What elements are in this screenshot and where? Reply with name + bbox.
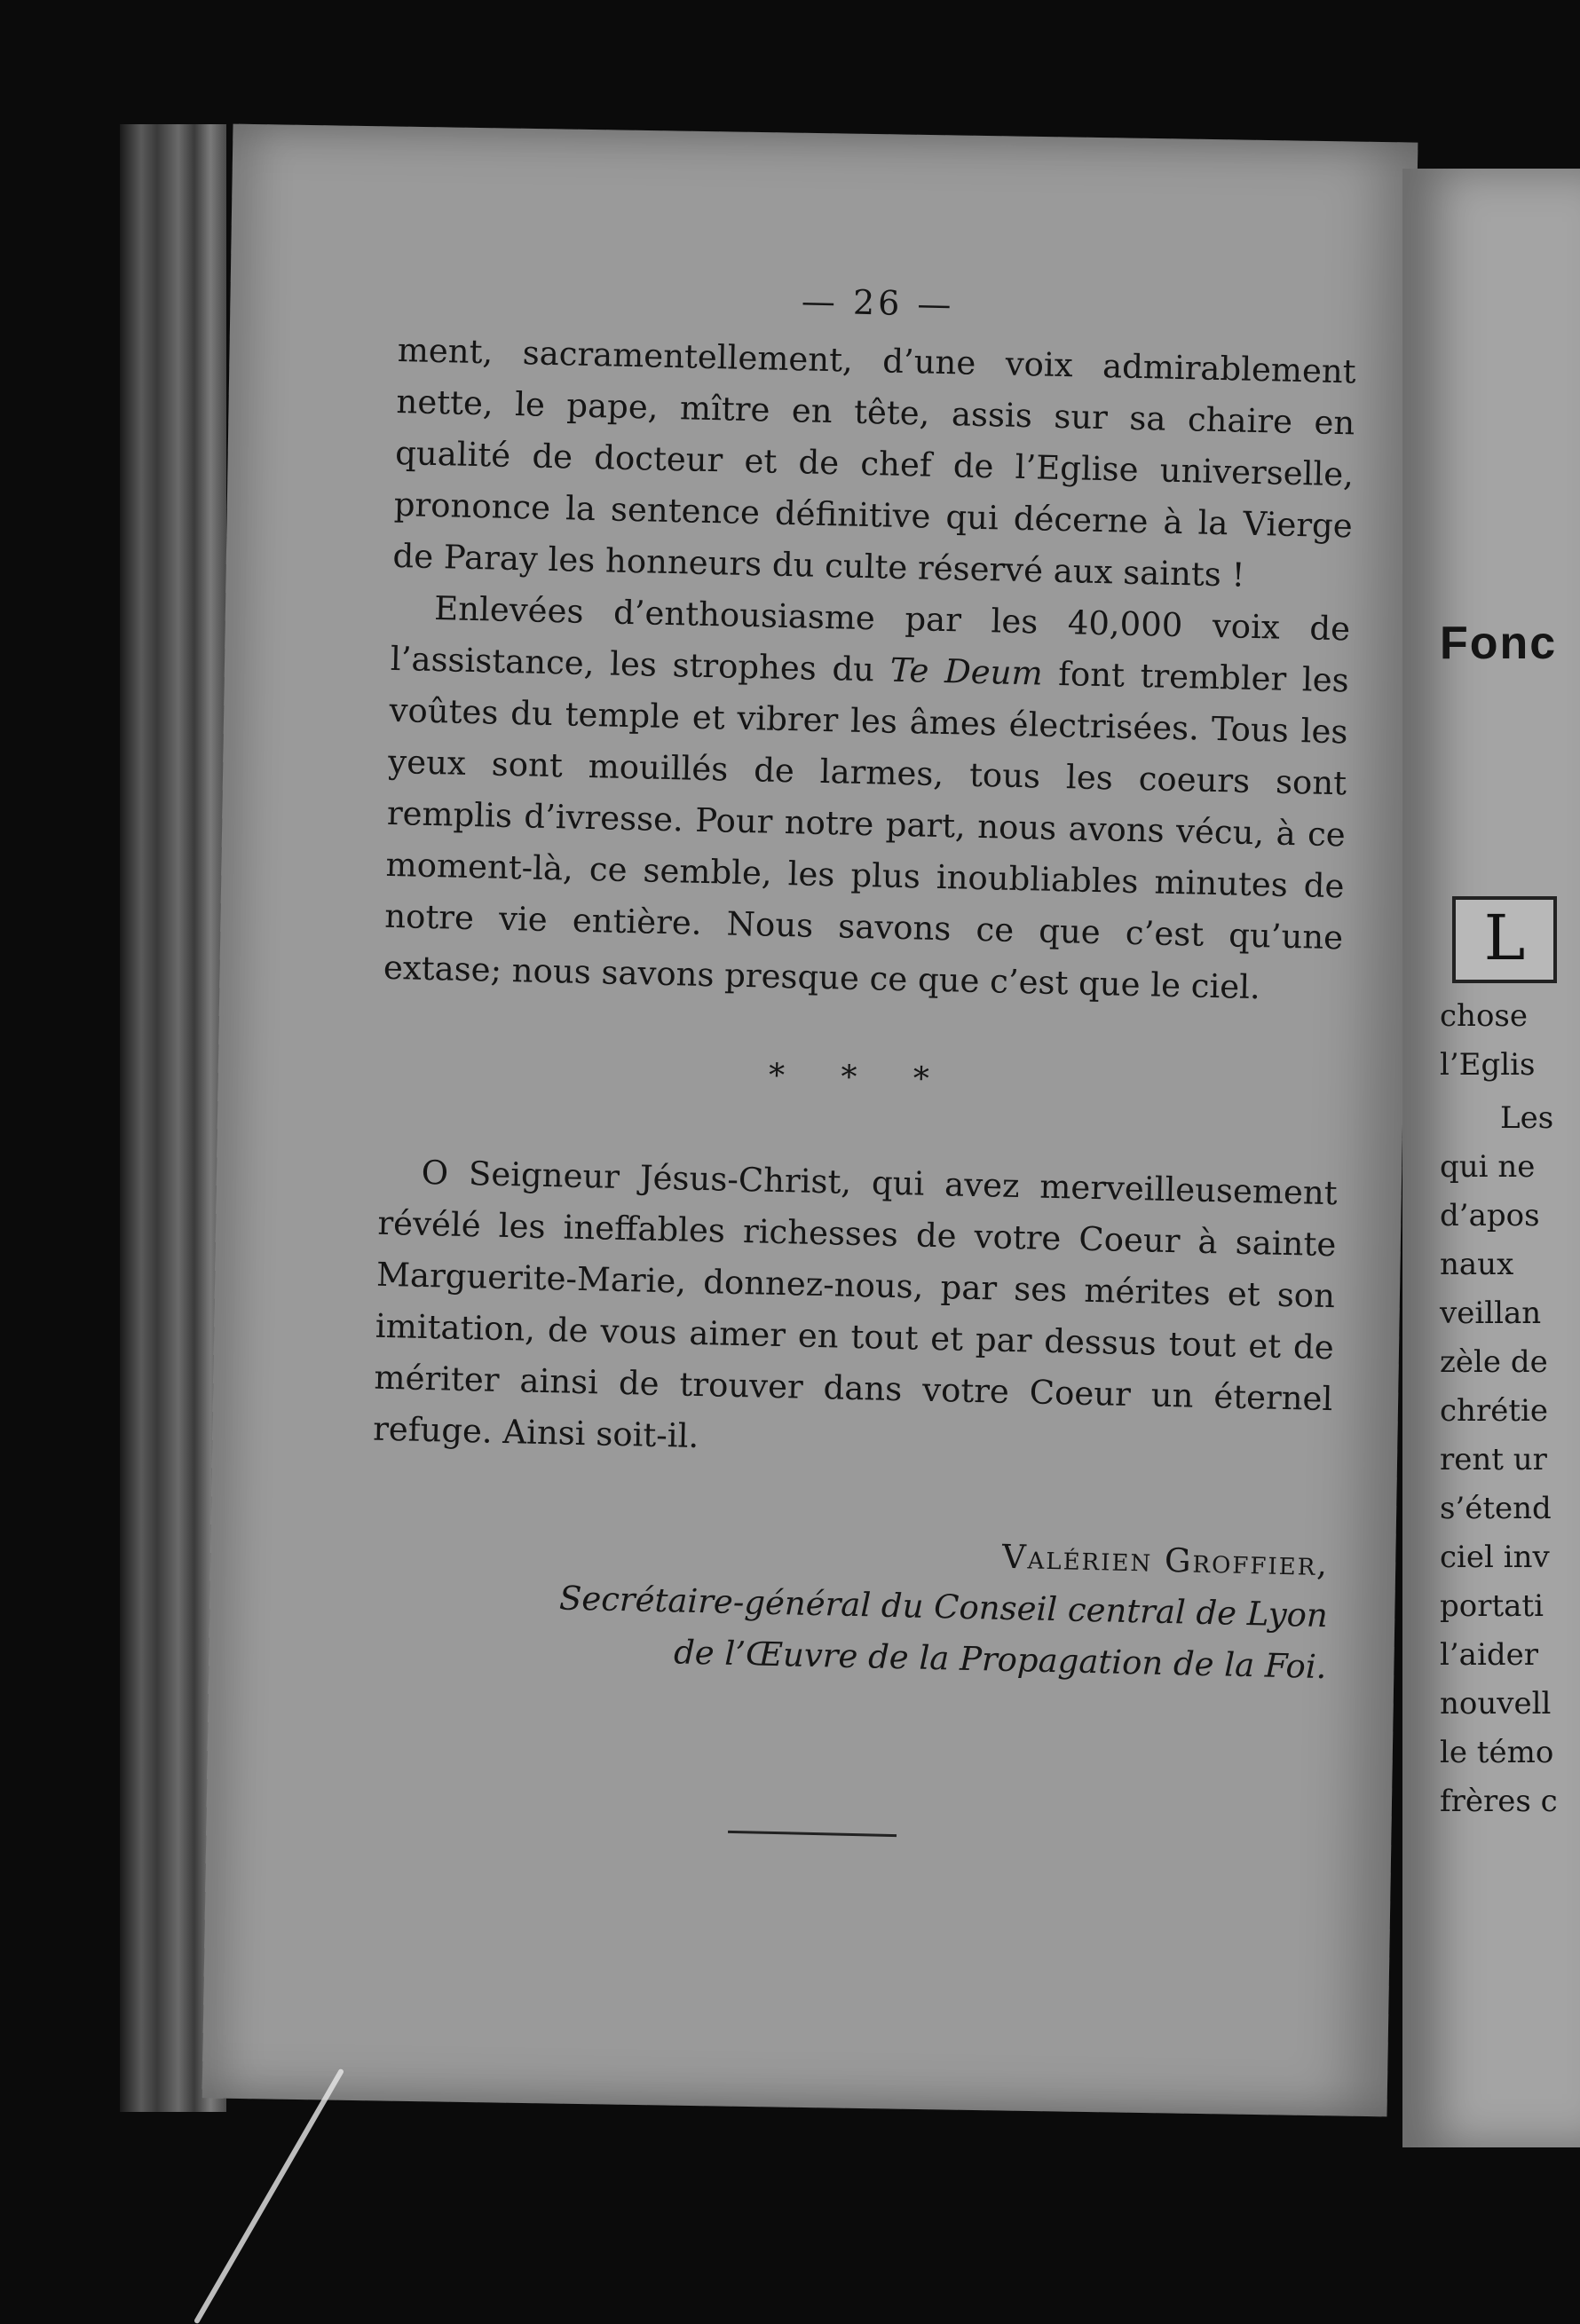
right-page-line: nouvell (1440, 1686, 1552, 1721)
te-deum-italic: Te Deum (889, 650, 1044, 693)
right-page-line: ciel inv (1440, 1540, 1550, 1575)
page-number: — 26 — (801, 281, 955, 325)
right-page-line: qui ne (1440, 1149, 1536, 1185)
paragraph-1: ment, sacramentellement, d’une voix admirablement nette, le pape, mître en tête, assis sur sa chaire en qualité de docteur et de chef de l’Eglise universelle, prononce la sentence définitive qui décerne à la Vierge de Paray les honneurs du culte réservé aux saints ! (392, 330, 1357, 595)
right-page-line: zèle de (1440, 1344, 1548, 1380)
right-page-line: d’apos (1440, 1198, 1540, 1233)
right-page-line: chose (1440, 998, 1528, 1034)
right-page (1402, 169, 1580, 2147)
author-signature: Valérien Groffier, (1001, 1537, 1330, 1584)
right-page-line: Les (1500, 1100, 1554, 1136)
paragraph-2-text-b: font trembler les voûtes du temple et vibrer les âmes électrisées. Tous les yeux sont mouillés de larmes, tous les coeurs sont remplis d’ivresse. Pour notre part, nous avons vécu, à ce moment-là, ce semble, les plus inoubliables minutes de notre vie entière. Nous savons ce que c’est qu’une extase; nous savons presque ce que c’est que le ciel. (383, 654, 1350, 1007)
right-page-line: veillan (1440, 1296, 1542, 1331)
decorated-initial: L (1452, 896, 1557, 983)
prayer-paragraph: O Seigneur Jésus-Christ, qui avez merveilleusement révélé les ineffables richesses de votre Coeur à sainte Marguerite-Marie, donnez-nous, par ses mérites et son imitation, de vous aimer en tout et par dessus tout et de mériter ainsi de trouver dans votre Coeur un éternel refuge. Ainsi soit-il. (372, 1153, 1339, 1455)
paragraph-2 (383, 582, 1350, 1015)
author-title-line-2: de l’Œuvre de la Propagation de la Foi. (673, 1633, 1327, 1687)
section-separator: * * * (768, 1057, 953, 1099)
author-title-line-1: Secrétaire-général du Conseil central de Lyon (558, 1579, 1329, 1635)
right-page-line: l’aider (1440, 1637, 1538, 1673)
right-page-line: s’étend (1440, 1491, 1552, 1526)
right-page-line: frères c (1440, 1784, 1558, 1819)
right-page-line: portati (1440, 1588, 1544, 1624)
paragraph-2-text-a: Enlevées d’enthousiasme par les 40,000 voix de l’assistance, les strophes du (390, 588, 1351, 689)
right-page-line: chrétie (1440, 1393, 1548, 1429)
right-page-line: naux (1440, 1247, 1514, 1282)
right-page-line: l’Eglis (1440, 1047, 1536, 1083)
left-page-text (364, 266, 1358, 1847)
right-page-line: rent ur (1440, 1442, 1547, 1477)
right-page-heading: Fonc (1440, 618, 1558, 669)
right-page-line: le témo (1440, 1735, 1554, 1770)
